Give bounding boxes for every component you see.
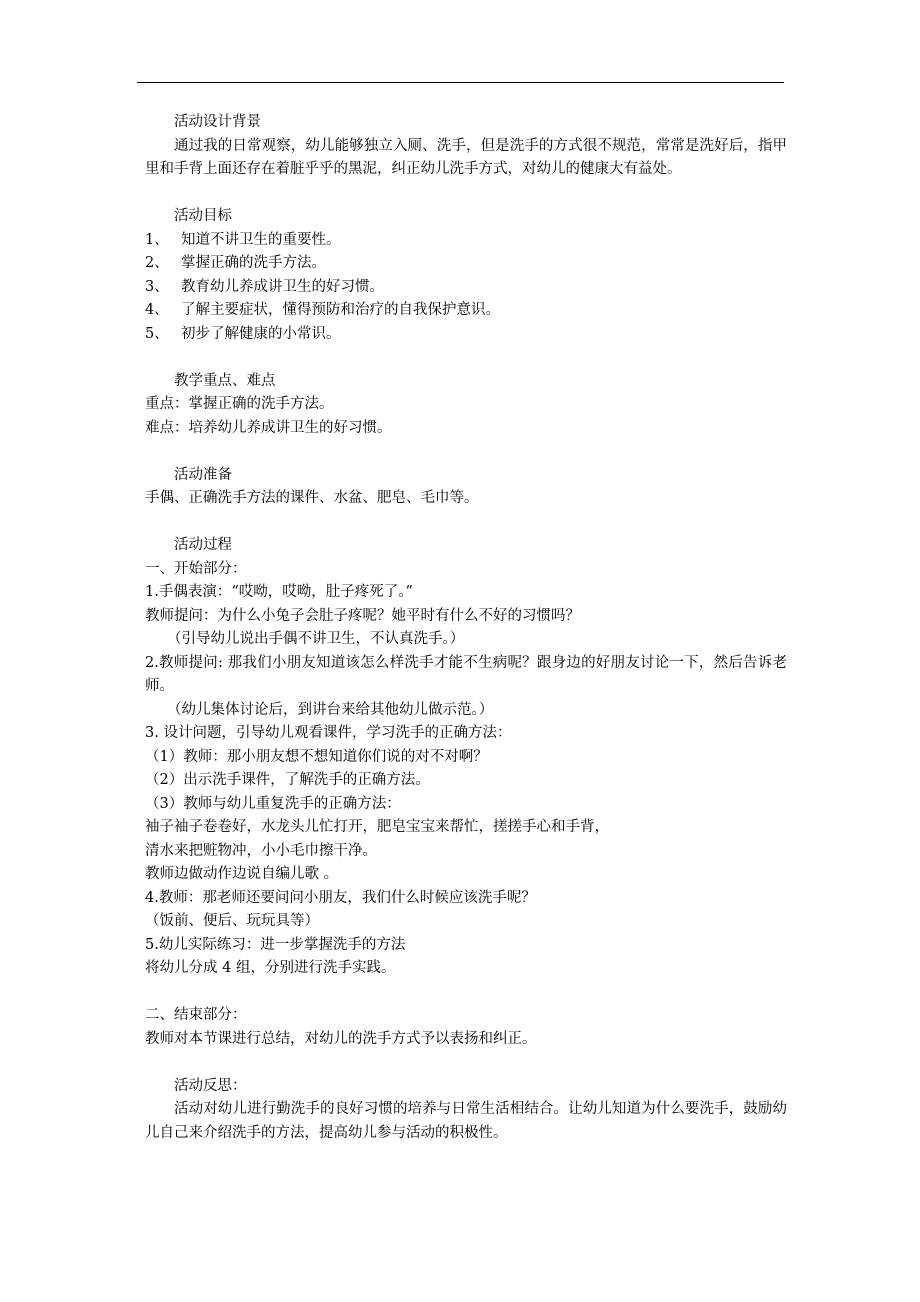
spacer (145, 981, 787, 1005)
goal-item (145, 229, 787, 253)
focus-key: 重点：掌握正确的洗手方法。 (145, 396, 334, 412)
background-paragraph-text: 通过我的日常观察，幼儿能够独立入厕、洗手，但是洗手的方式很不规范，常常是洗好后，指甲里和手背上面还存在着脏乎乎的黑泥，纠正幼儿洗手方式，对幼儿的健康大有益处。 (145, 137, 787, 177)
section-heading-prep: 活动准备 (174, 466, 232, 483)
song-line-2: 清水来把赃物冲，小小毛巾擦干净。 (145, 842, 377, 859)
song-line-3: 教师边做动作边说自编儿歌 。 (145, 866, 339, 882)
goal-text: 掌握正确的洗手方法。 (181, 255, 326, 271)
goal-number: 5、 (145, 325, 169, 342)
process-step-1-note: （引导幼儿说出手偶不讲卫生，不认真洗手。） (167, 631, 465, 647)
spacer (145, 511, 787, 535)
goal-number: 4、 (145, 302, 169, 318)
section-heading-goals: 活动目标 (174, 208, 232, 224)
section-heading-focus: 教学重点、难点 (174, 372, 276, 389)
process-step-3-3: （3）教师与幼儿重复洗手的正确方法： (145, 795, 401, 812)
focus-difficulty: 难点：培养幼儿养成讲卫生的好习惯。 (145, 419, 392, 436)
spacer (145, 346, 787, 370)
prep-text: 手偶、正确洗手方法的课件、水盆、肥皂、毛巾等。 (145, 490, 479, 506)
goal-text: 知道不讲卫生的重要性。 (181, 231, 341, 248)
process-step-2-note: （幼儿集体讨论后，到讲台来给其他幼儿做示范。） (167, 701, 494, 718)
process-step-4-note: （饭前、便后、玩玩具等） (145, 913, 319, 929)
section-heading-ending: 二、结束部分： (145, 1007, 247, 1023)
goal-item (145, 276, 787, 300)
process-step-4: 4.教师：那老师还要问问小朋友，我们什么时候应该洗手呢？ (145, 889, 536, 906)
process-step-3-2: （2）出示洗手课件，了解洗手的正确方法。 (145, 772, 430, 788)
spacer (145, 440, 787, 464)
goal-text: 了解主要症状，懂得预防和治疗的自我保护意识。 (181, 302, 500, 318)
goal-item (145, 323, 787, 347)
goal-item (145, 252, 787, 276)
spacer (145, 182, 787, 206)
document-body (145, 111, 787, 1145)
process-part1: 一、开始部分： (145, 560, 247, 577)
process-step-3-1: （1）教师：那小朋友想不想知道你们说的对不对啊？ (145, 748, 488, 765)
reflection-paragraph (145, 1098, 787, 1145)
spacer (145, 1051, 787, 1075)
ending-text: 教师对本节课进行总结，对幼儿的洗手方式予以表扬和纠正。 (145, 1030, 537, 1047)
section-heading-process: 活动过程 (174, 537, 232, 553)
goal-item (145, 299, 787, 323)
goal-number: 2、 (145, 255, 169, 271)
goal-text: 教育幼儿养成讲卫生的好习惯。 (181, 278, 384, 295)
background-paragraph (145, 135, 787, 182)
process-step-3: 3. 设计问题，引导幼儿观看课件，学习洗手的正确方法： (145, 725, 512, 741)
goal-number: 1、 (145, 231, 169, 248)
header-rule (137, 82, 784, 83)
section-heading-reflection: 活动反思： (174, 1077, 247, 1094)
song-line-1: 袖子袖子卷卷好，水龙头儿忙打开，肥皂宝宝来帮忙，搓搓手心和手背， (145, 819, 609, 835)
process-step-5-text: 将幼儿分成 4 组，分别进行洗手实践。 (145, 960, 396, 976)
process-step-1: 1.手偶表演：“哎呦，哎呦，肚子疼死了。” (145, 584, 413, 600)
goal-text: 初步了解健康的小常识。 (181, 325, 341, 342)
reflection-text: 活动对幼儿进行勤洗手的良好习惯的培养与日常生活相结合。让幼儿知道为什么要洗手，鼓励幼儿自己来介绍洗手的方法，提高幼儿参与活动的积极性。 (145, 1101, 787, 1141)
goal-number: 3、 (145, 278, 169, 295)
process-step-1-question: 教师提问：为什么小兔子会肚子疼呢？她平时有什么不好的习惯吗？ (145, 607, 580, 624)
process-step-2: 2.教师提问: 那我们小朋友知道该怎么样洗手才能不生病呢？跟身边的好朋友讨论一下，然后告诉老师。 (145, 654, 787, 694)
process-step-5: 5.幼儿实际练习：进一步掌握洗手的方法 (145, 936, 406, 953)
section-heading-background: 活动设计背景 (174, 114, 261, 130)
